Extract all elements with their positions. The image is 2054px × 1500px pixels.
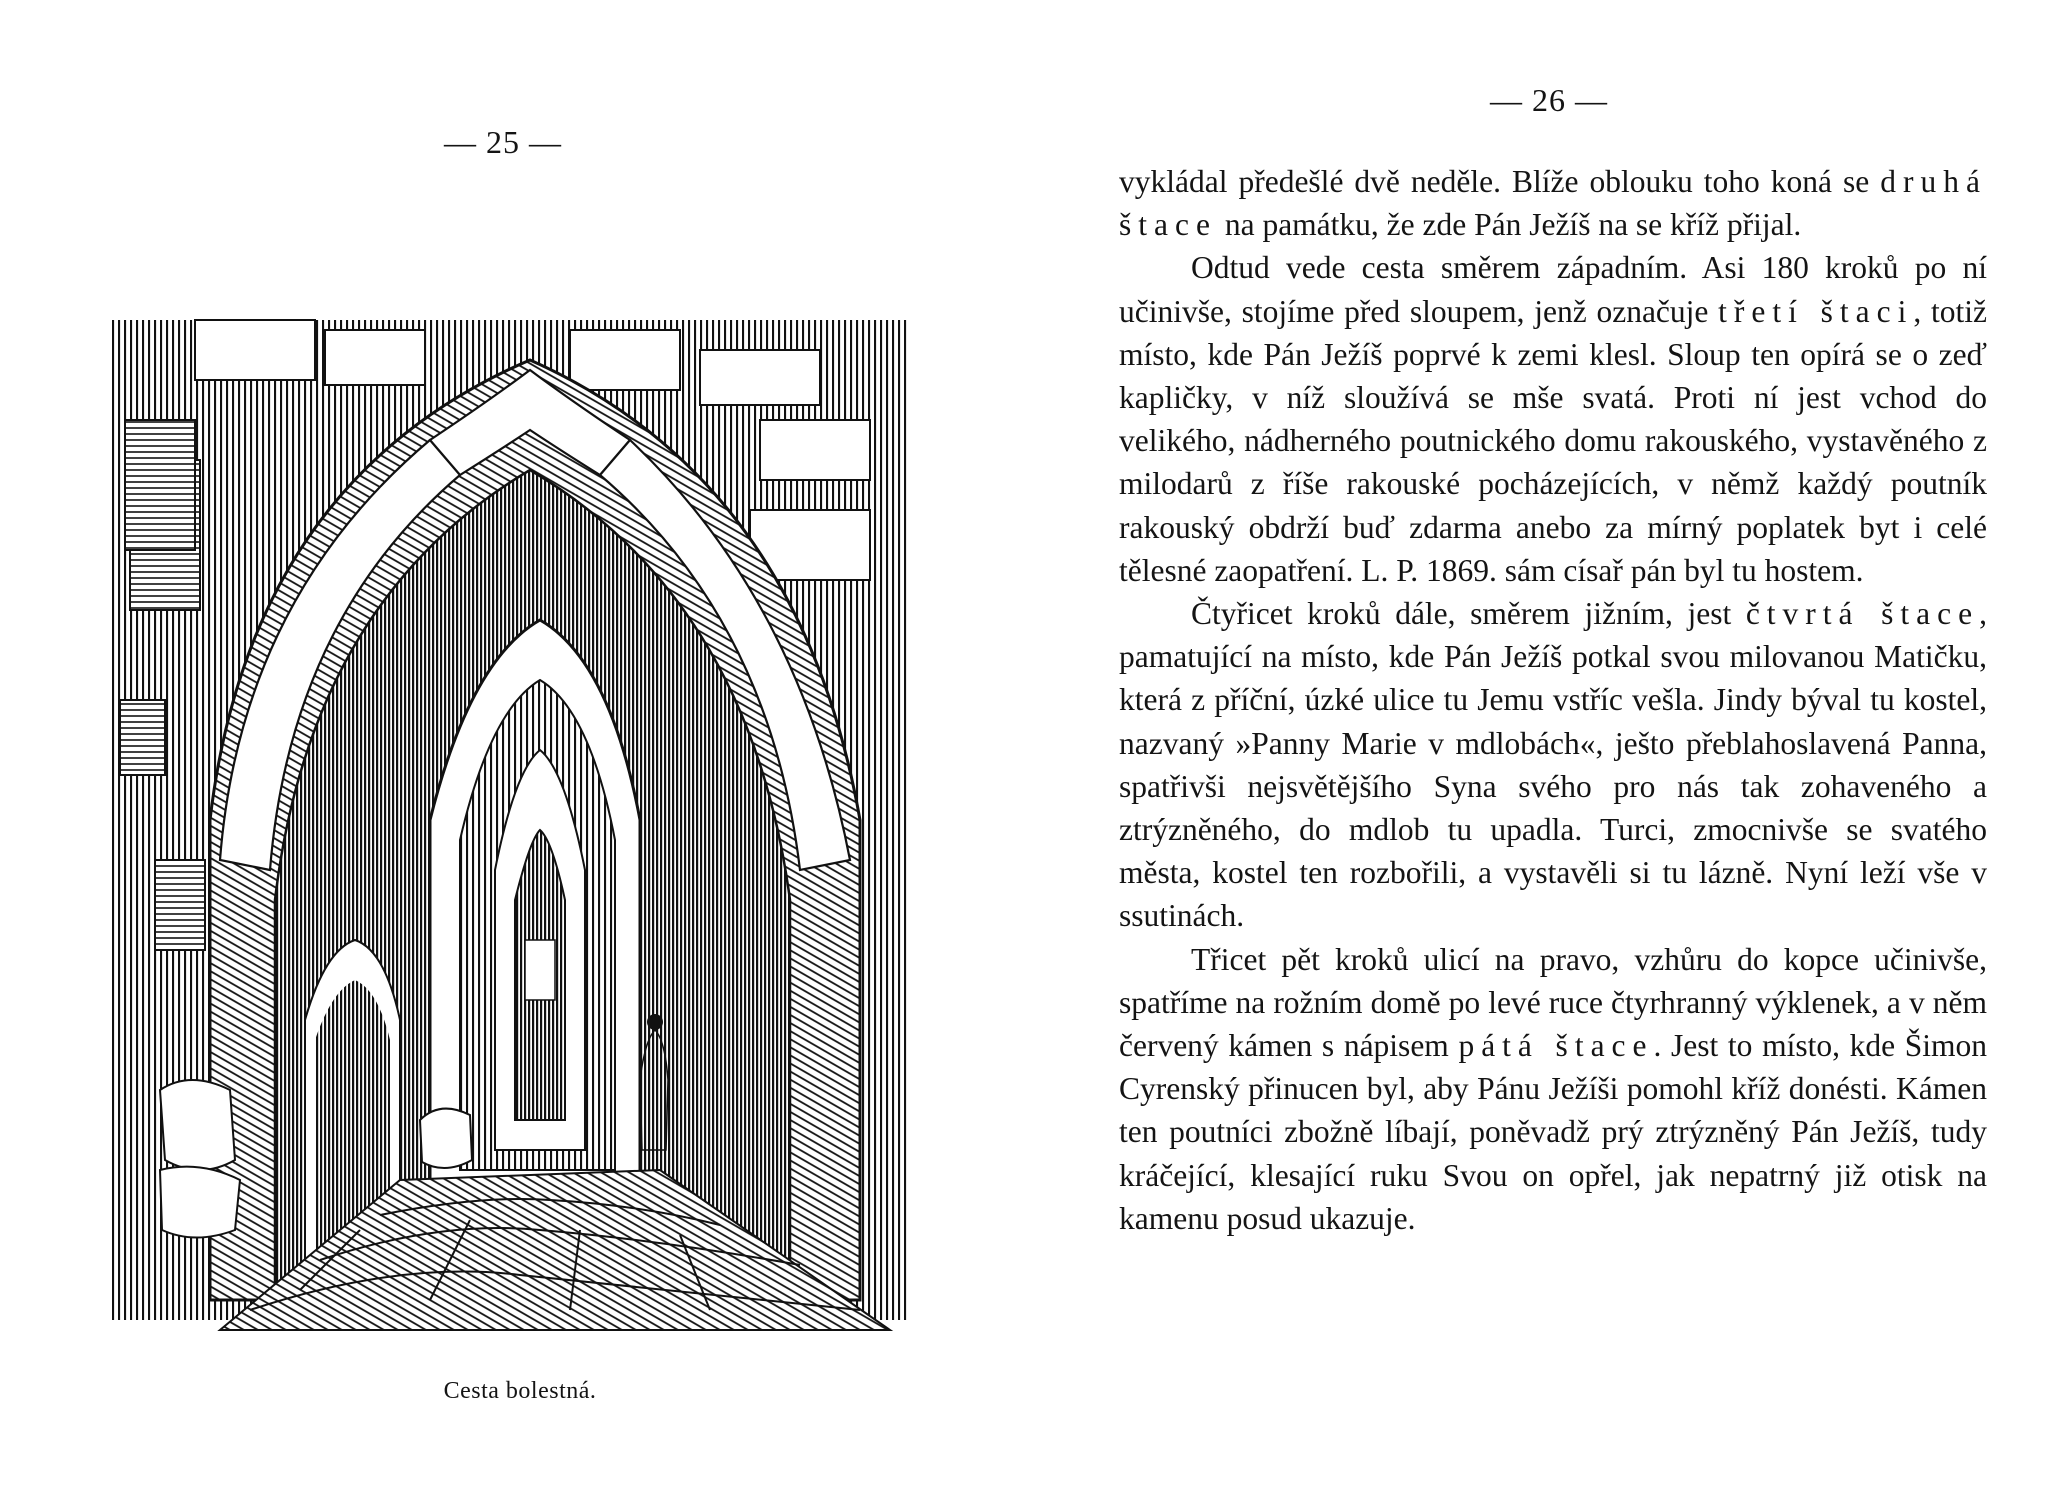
engraving-illustration — [100, 300, 940, 1360]
paragraph-text: Odtud vede cesta směrem západním. Asi 180 kroků po ní učinivše, stojíme před sloupem, jenž označuje — [1119, 250, 1987, 329]
paragraph-text: , pamatující na místo, kde Pán Ježíš potkal svou milovanou Matičku, která z příční, úzké ulice tu Jemu vstříc vešla. Jindy býval tu kostel, nazvaný »Panny Marie v mdlobách«, ješto přeblahoslavená Panna, spatřivši nejsvětějšího Syna svého pro nás tak zohaveného a ztrýzněného, do mdlob tu upadla. Turci, zmocnivše se svatého města, kostel ten rozbořili, a vystavěli si tu lázně. Nyní leží vše v ssutinách. — [1119, 596, 1987, 934]
emphasized-station-name: druhá štace — [1119, 164, 1987, 243]
page-number-left: — 25 — — [444, 124, 562, 160]
illustration-caption: Cesta bolestná. — [443, 1378, 597, 1404]
paragraph — [1119, 246, 1987, 592]
paragraph-text: Čtyřicet kroků dále, směrem jižním, jest — [1191, 596, 1746, 632]
paragraph — [1119, 938, 1987, 1240]
paragraph — [1119, 592, 1987, 938]
paragraph-text: Třicet pět kroků ulicí na pravo, vzhůru do kopce učinivše, spatříme na rožním domě po levé ruce čtyrhranný výklenek, a v něm červený kámen s nápisem — [1119, 941, 1987, 1064]
page-number-right: — 26 — — [1490, 82, 1608, 118]
right-page — [1027, 0, 2054, 1500]
paragraph-text: , totiž místo, kde Pán Ježíš poprvé k zemi klesl. Sloup ten opírá se o zeď kapličky, v níž sloužívá se mše svatá. Proti ní jest vchod do velikého, nádherného poutnického domu rakouského, vystavěného z milodarů z říše rakouské pocházejících, v němž každý poutník rakouský obdrží buď zdarma anebo za mírný poplatek byt i celé tělesné zaopatření. L. P. 1869. sám císař pán byl tu hostem. — [1119, 293, 1987, 588]
emphasized-station-name: čtvrtá štace — [1745, 596, 1980, 632]
emphasized-station-name: pátá štace — [1458, 1028, 1654, 1064]
paragraph-text: vykládal předešlé dvě neděle. Blíže oblouku toho koná se — [1119, 164, 1881, 199]
paragraph — [1119, 160, 1987, 246]
paragraph-text: . Jest to místo, kde Šimon Cyrenský přinucen byl, aby Pánu Ježíši pomohl kříž donésti. Kámen ten poutníci zbožně líbají, poněvadž prý ztrýzněný Pán Ježíš, tudy kráčející, klesající ruku Svou on opřel, jak nepatrný již otisk na kamenu posud ukazuje. — [1119, 1028, 1987, 1236]
body-text — [1119, 160, 1987, 1240]
emphasized-station-name: třetí štaci — [1718, 293, 1914, 329]
paragraph-text: na památku, že zde Pán Ježíš na se kříž přijal. — [1216, 207, 1802, 243]
